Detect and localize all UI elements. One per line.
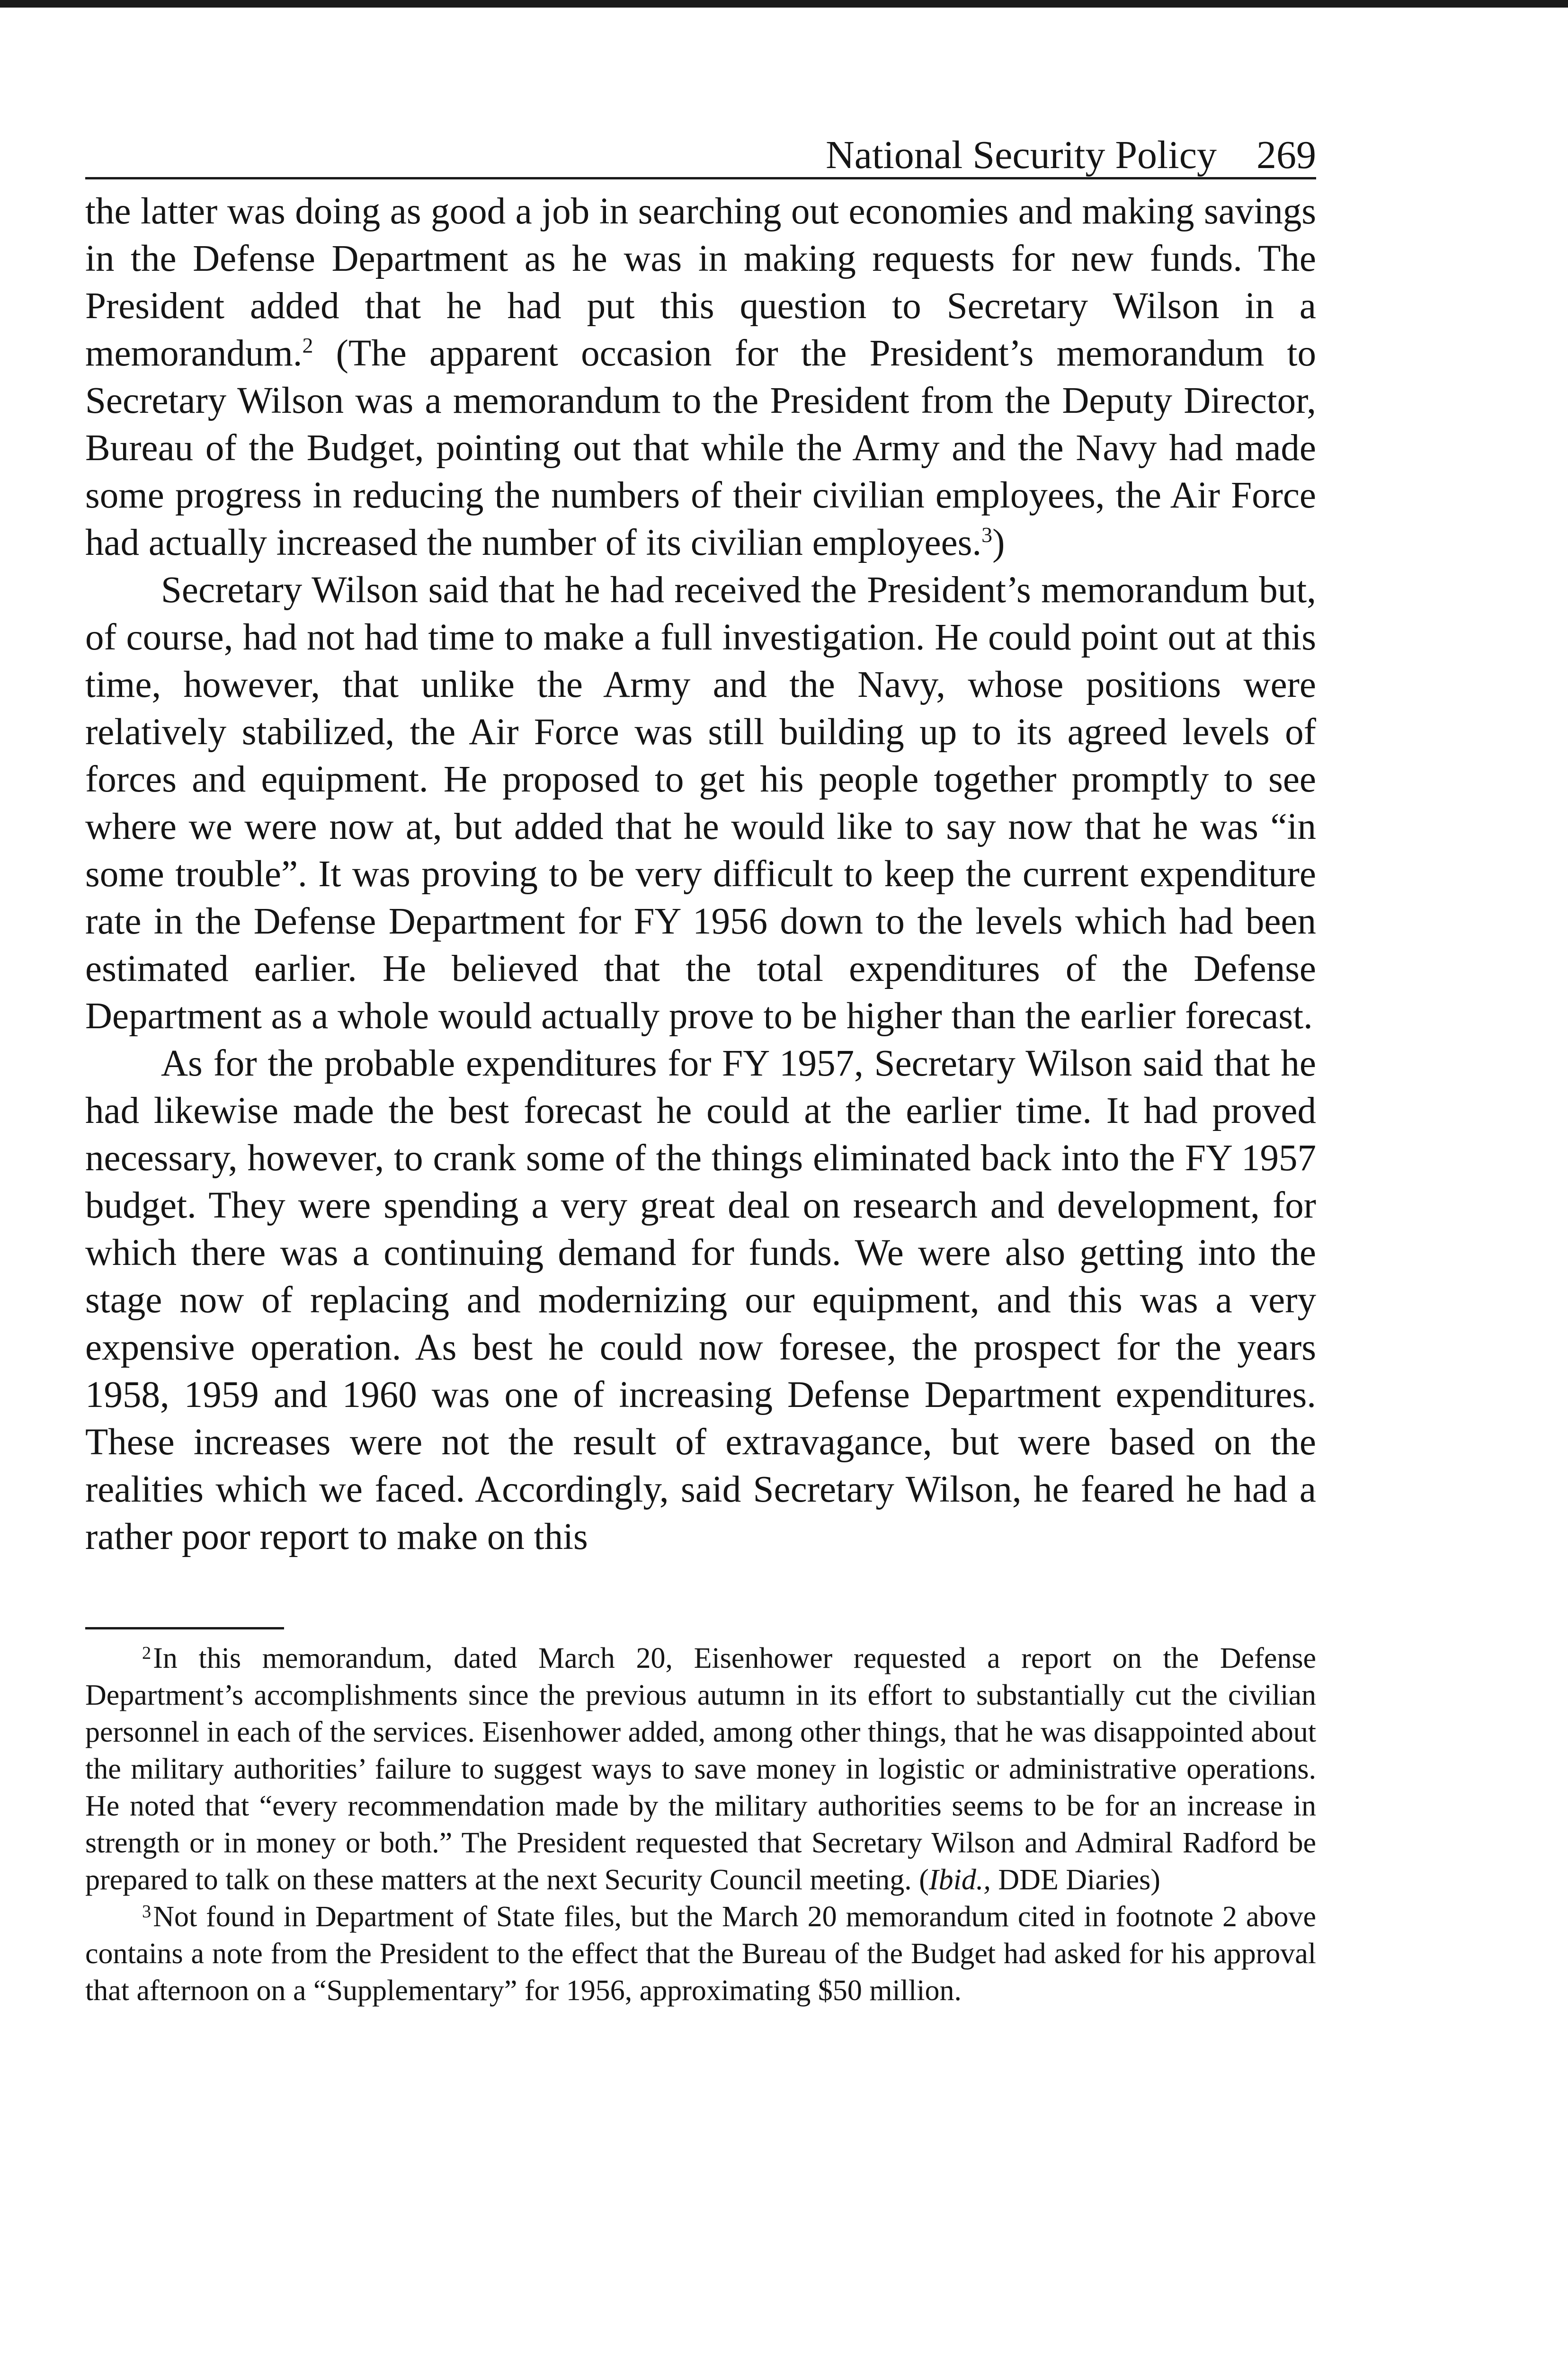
paragraph-2: Secretary Wilson said that he had received the President’s memorandum but, of course, had not had time to make a full investigation. He could point out at this time, however, that unlike the Army and the Navy, whose positions were relatively stabilized, the Air Force was still building up to its agreed levels of forces and equipment. He proposed to get his people together promptly to see where we were now at, but added that he would like to say now that he was “in some trouble”. It was proving to be very difficult to keep the current expenditure rate in the Defense Department for FY 1956 down to the levels which had been estimated earlier. He believed that the total expenditures of the Defense Department as a whole would actually prove to be higher than the earlier forecast. bbox=[85, 570, 1316, 1037]
footnote-2 bbox=[85, 1640, 1316, 1898]
footnote-2-source-rest: DDE Diaries) bbox=[990, 1864, 1160, 1896]
paragraph-1-text-b: (The apparent occasion for the President’s memorandum to Secretary Wilson was a memorandum to the President from the Deputy Director, Bureau of the Budget, pointing out that while the Army and the Navy had made some progress in reducing the numbers of their civilian employees, the Air Force had actually increased the number of its civilian employees. bbox=[85, 333, 1316, 563]
paragraph-1-text-c: ) bbox=[992, 522, 1005, 563]
paragraph-1-text-a: the latter was doing as good a job in searching out economies and making savings in the Defense Department as he was in making requests for new funds. The President added that he had put this question to Secretary Wilson in a memorandum. bbox=[85, 191, 1316, 374]
running-header bbox=[85, 128, 1316, 179]
document-page bbox=[85, 128, 1316, 2009]
footnote-divider bbox=[85, 1627, 284, 1629]
footnote-3-text: Not found in Department of State files, but the March 20 memorandum cited in footnote 2 above contains a note from the President to the effect that the Bureau of the Budget had asked for his approval that afternoon on a “Supplementary” for 1956, approximating $50 million. bbox=[85, 1901, 1316, 2007]
page-number: 269 bbox=[1256, 133, 1316, 177]
paragraph-3: As for the probable expenditures for FY 1957, Secretary Wilson said that he had likewise made the best forecast he could at the earlier time. It had proved necessary, however, to crank some of the things eliminated back into the FY 1957 budget. They were spending a very great deal on research and development, for which there was a continuing demand for funds. We were also getting into the stage now of replacing and modernizing our equipment, and this was a very expensive operation. As best he could now foresee, the prospect for the years 1958, 1959 and 1960 was one of increasing Defense Department expenditures. These increases were not the result of extravagance, but were based on the realities which we faced. Accordingly, said Secretary Wilson, he feared he had a rather poor report to make on this bbox=[85, 1043, 1316, 1557]
footnote-2-text: In this memorandum, dated March 20, Eisenhower requested a report on the Defense Department’s accomplishments since the previous autumn in its effort to substantially cut the civilian personnel in each of the services. Eisenhower added, among other things, that he was disappointed about the military authorities’ failure to suggest ways to save money in logistic or administrative operations. He noted that “every recommendation made by the military authorities seems to be for an increase in strength or in money or both.” The President requested that Secretary Wilson and Admiral Radford be prepared to talk on these matters at the next Security Council meeting. ( bbox=[85, 1642, 1316, 1896]
footnotes bbox=[85, 1640, 1316, 2009]
running-header-title: National Security Policy bbox=[826, 133, 1217, 177]
footnote-2-mark: 2 bbox=[142, 1643, 151, 1663]
footnote-ref-3: 3 bbox=[981, 522, 993, 547]
footnote-2-source-italic: Ibid., bbox=[928, 1864, 991, 1896]
footnote-ref-2: 2 bbox=[302, 333, 313, 357]
footnote-3-mark: 3 bbox=[142, 1901, 151, 1922]
paragraph-1 bbox=[85, 188, 1316, 567]
body-text bbox=[85, 188, 1316, 1561]
scan-top-edge bbox=[0, 0, 1568, 8]
footnote-3 bbox=[85, 1898, 1316, 2009]
